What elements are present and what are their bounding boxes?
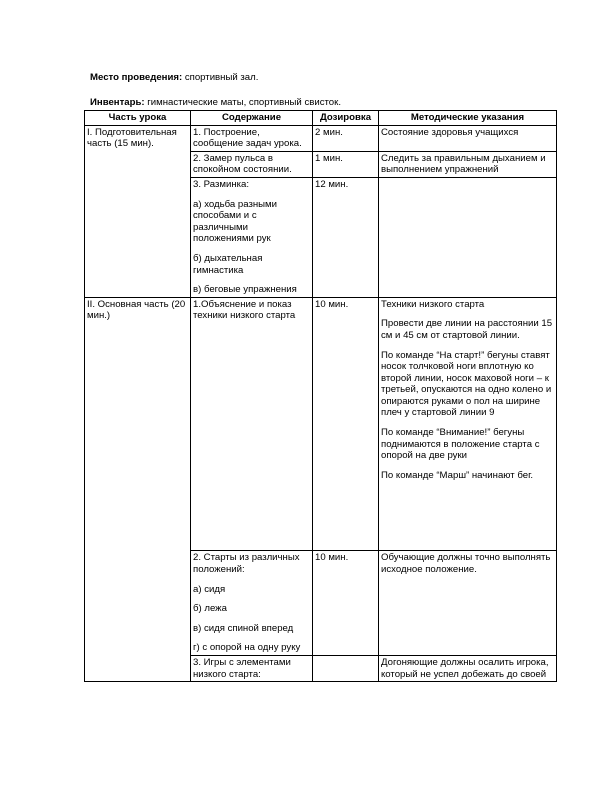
- content-line: 2. Старты из различных положений:: [193, 552, 300, 576]
- content-line: в) беговые упражнения: [193, 284, 297, 296]
- dose-cell: 1 мин.: [313, 151, 379, 177]
- lesson-plan-table: [84, 110, 557, 682]
- content-cell: [191, 551, 313, 656]
- content-line: а) ходьба разными способами и с различными положениями рук: [193, 198, 277, 245]
- dose-cell: 10 мин.: [313, 297, 379, 551]
- content-cell: 1.Объяснение и показ техники низкого старта: [191, 297, 313, 551]
- inventory-line: [90, 97, 341, 109]
- part-cell-main: II. Основная часть (20 мин.): [85, 297, 191, 681]
- content-cell: [191, 177, 313, 297]
- table-row: [85, 297, 557, 551]
- notes-cell: Догоняющие должны осалить игрока, который не успел добежать до своей: [379, 656, 557, 682]
- dose-cell: [313, 656, 379, 682]
- dose-cell: 2 мин.: [313, 125, 379, 151]
- notes-cell: [379, 297, 557, 551]
- content-line: б) дыхательная гимнастика: [193, 252, 263, 276]
- table-row: [85, 125, 557, 151]
- column-header-content: Содержание: [191, 111, 313, 126]
- notes-cell: Обучающие должны точно выполнять исходное положение.: [379, 551, 557, 656]
- dose-cell: 10 мин.: [313, 551, 379, 656]
- notes-cell: [379, 177, 557, 297]
- content-line: 3. Разминка:: [193, 178, 250, 190]
- notes-line: Техники низкого старта: [381, 298, 485, 310]
- blank-space: [381, 481, 554, 549]
- notes-line: По команде “На старт!” бегуны ставят носок толчковой ноги вплотную ко второй линии, носок маховой ноги – к третьей, опускаются на одно колено и опираются руками о пол на ширине плеч у стартовой линии 9: [381, 349, 552, 419]
- content-cell: 3. Игры с элементами низкого старта:: [191, 656, 313, 682]
- column-header-notes: Методические указания: [379, 111, 557, 126]
- column-header-part: Часть урока: [85, 111, 191, 126]
- notes-cell: Следить за правильным дыханием и выполнением упражнений: [379, 151, 557, 177]
- content-line: в) сидя спиной вперед: [193, 622, 294, 634]
- dose-cell: 12 мин.: [313, 177, 379, 297]
- place-value: спортивный зал.: [184, 72, 259, 83]
- notes-line: По команде “Марш” начинают бег.: [381, 469, 534, 481]
- inventory-label: Инвентарь:: [90, 97, 145, 108]
- table-header-row: [85, 111, 557, 126]
- notes-line: Провести две линии на расстоянии 15 см и 45 см от стартовой линии.: [381, 318, 553, 341]
- column-header-dose: Дозировка: [313, 111, 379, 126]
- content-line: г) с опорой на одну руку: [193, 642, 301, 654]
- content-cell: 1. Построение, сообщение задач урока.: [191, 125, 313, 151]
- notes-cell: Состояние здоровья учащихся: [379, 125, 557, 151]
- content-line: б) лежа: [193, 603, 227, 615]
- notes-line: По команде “Внимание!” бегуны поднимаются в положение старта с опорой на две руки: [381, 427, 540, 462]
- place-label: Место проведения:: [90, 72, 183, 83]
- part-cell-preparatory: I. Подготовительная часть (15 мин).: [85, 125, 191, 297]
- place-line: [90, 72, 258, 84]
- content-line: а) сидя: [193, 583, 226, 595]
- content-cell: 2. Замер пульса в спокойном состоянии.: [191, 151, 313, 177]
- inventory-value: гимнастические маты, спортивный свисток.: [147, 97, 341, 108]
